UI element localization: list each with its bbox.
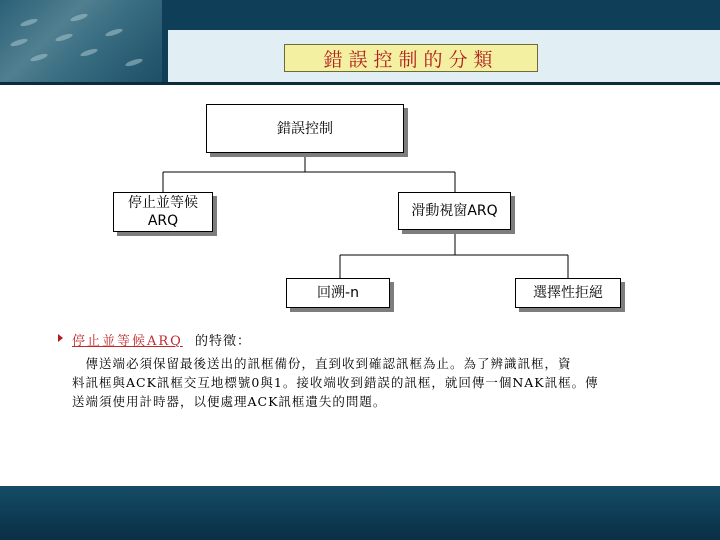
node-error-control: 錯誤控制 — [206, 104, 404, 153]
node-stop-and-wait-line2: ARQ — [147, 213, 179, 229]
body-line-3: 送端須使用計時器，以便處理ACK訊框遺失的問題。 — [72, 394, 387, 409]
section-heading — [72, 330, 251, 349]
bullet-triangle-icon — [58, 334, 63, 342]
node-stop-and-wait-arq — [113, 192, 213, 232]
node-stop-and-wait-line1: 停止並等候 — [128, 195, 198, 211]
node-go-back-n: 回溯-n — [286, 278, 390, 308]
node-selective-reject: 選擇性拒絕 — [515, 278, 621, 308]
slide-title: 錯誤控制的分類 — [284, 44, 538, 72]
body-line-2: 料訊框與ACK訊框交互地標號0與1。接收端收到錯誤的訊框，就回傳一個NAK訊框。傳 — [72, 375, 599, 390]
section-body — [72, 354, 672, 411]
section-heading-highlight: 停止並等候ARQ — [72, 334, 183, 349]
node-sliding-window-arq: 滑動視窗ARQ — [398, 192, 511, 230]
section-heading-suffix: 的特徵： — [194, 334, 251, 349]
body-line-1: 傳送端必須保留最後送出的訊框備份，直到收到確認訊框為止。為了辨識訊框，資 — [72, 356, 572, 371]
footer-band — [0, 486, 720, 540]
